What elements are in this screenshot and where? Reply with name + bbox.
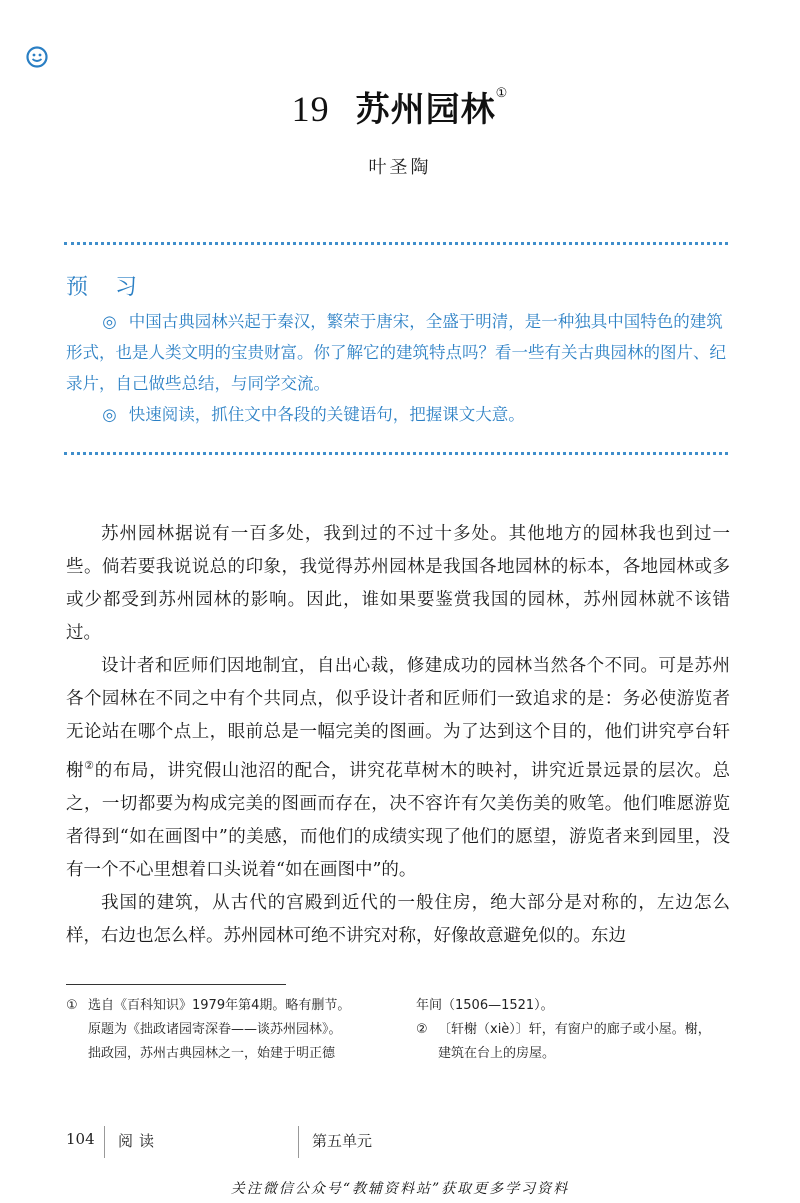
title-footnote-mark: ①	[495, 86, 509, 101]
page-title	[0, 82, 800, 131]
footer-separator	[298, 1126, 299, 1158]
preview-item	[66, 306, 730, 399]
article-body	[66, 518, 730, 953]
preview-box	[66, 306, 730, 430]
paragraph: 我国的建筑，从古代的宫殿到近代的一般住房，绝大部分是对称的，左边怎么样，右边也怎么样。苏州园林可绝不讲究对称，好像故意避免似的。东边	[66, 892, 730, 946]
circle-bullet-icon: ◎	[102, 405, 117, 424]
footnote-rule	[66, 984, 286, 985]
footnote-2: 年间（1506—1521）。 ② 〔轩榭（xiè）〕轩，有窗户的廊子或小屋。榭， 建筑在台上的房屋。	[416, 998, 711, 1061]
footnote-1: ① 选自《百科知识》1979年第4期。略有删节。 原题为《拙政诸园寄深眷——谈苏州园林》。 拙政园，苏州古典园林之一，始建于明正德	[66, 998, 351, 1061]
paragraph: 苏州园林据说有一百多处，我到过的不过十多处。其他地方的园林我也到过一些。倘若要我说说总的印象，我觉得苏州园林是我国各地园林的标本，各地园林或多或少都受到苏州园林的影响。因此，谁如果要鉴赏我国的园林，苏州园林就不该错过。	[66, 524, 730, 643]
preview-item-text: 快速阅读，抓住文中各段的关键语句，把握课文大意。	[128, 405, 525, 424]
author: 叶圣陶	[368, 157, 432, 178]
preview-item-text: 中国古典园林兴起于秦汉，繁荣于唐宋，全盛于明清，是一种独具中国特色的建筑形式，也是人类文明的宝贵财富。你了解它的建筑特点吗？看一些有关古典园林的图片、纪录片，自己做些总结，与同学交流。	[66, 312, 726, 393]
section-label: 阅读	[118, 1132, 161, 1150]
paragraph: 设计者和匠师们因地制宜，自出心裁，修建成功的园林当然各个不同。可是苏州各个园林在不同之中有个共同点，似乎设计者和匠师们一致追求的是：务必使游览者无论站在哪个点上，眼前总是一幅完美的图画。为了达到这个目的，他们讲究亭台轩榭②的布局，讲究假山池沼的配合，讲究花草树木的映衬，讲究近景远景的层次。总之，一切都要为构成完美的图画而存在，决不容许有欠美伤美的败笔。他们唯愿游览者得到“如在画图中”的美感，而他们的成绩实现了他们的愿望，游览者来到园里，没有一个不心里想着口头说着“如在画图中”的。	[66, 656, 731, 880]
preview-item	[66, 399, 730, 430]
watermark-note: 关注微信公众号“教辅资料站”获取更多学习资料	[230, 1181, 570, 1197]
smiley-icon	[26, 46, 48, 68]
unit-label: 第五单元	[312, 1132, 373, 1150]
circle-bullet-icon: ◎	[102, 312, 117, 331]
lesson-title: 苏州园林	[355, 90, 496, 130]
lesson-number: 19	[291, 89, 330, 129]
divider-bottom	[64, 452, 728, 455]
footer-separator	[104, 1126, 105, 1158]
divider-top	[64, 242, 728, 245]
footnote-mark: ②	[84, 759, 95, 772]
page-number: 104	[66, 1130, 95, 1148]
preview-heading: 预 习	[66, 275, 147, 300]
